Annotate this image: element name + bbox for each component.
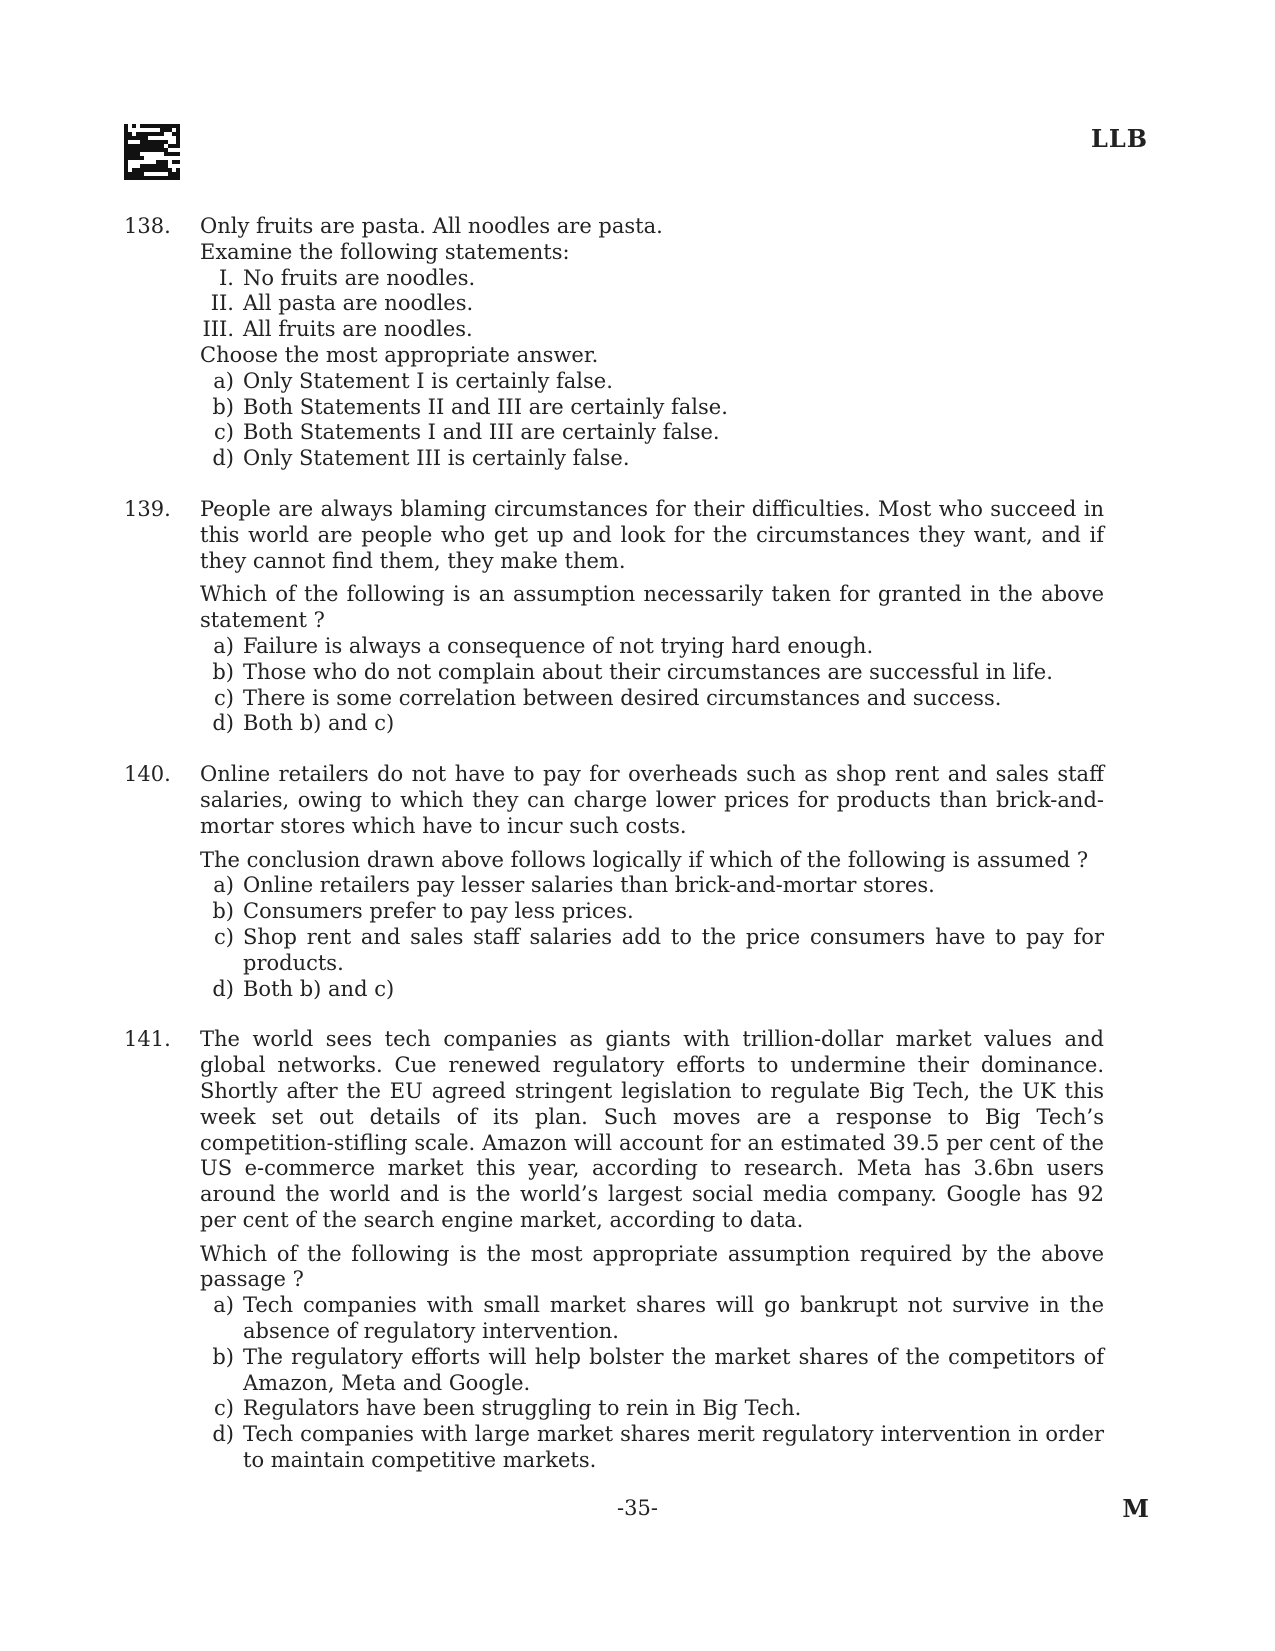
header-code: LLB xyxy=(1090,124,1148,153)
question-list xyxy=(124,214,1104,1499)
option-label: c) xyxy=(214,685,234,710)
statement-text: All fruits are noodles. xyxy=(243,317,473,342)
option-item xyxy=(200,925,1104,977)
option-item xyxy=(200,899,1104,925)
option-text: There is some correlation between desired circumstances and success. xyxy=(243,685,1002,710)
option-item xyxy=(200,977,1104,1003)
question-prompt: Which of the following is an assumption necessarily taken for granted in the above statement ? xyxy=(200,582,1104,633)
option-text: Failure is always a consequence of not trying hard enough. xyxy=(243,633,874,658)
statement-item xyxy=(200,266,1104,292)
option-text: Both b) and c) xyxy=(243,711,395,736)
option-item xyxy=(200,873,1104,899)
option-item xyxy=(200,1345,1104,1397)
option-label: b) xyxy=(212,394,234,419)
option-list xyxy=(200,634,1104,737)
question-number: 138. xyxy=(124,214,171,238)
option-label: a) xyxy=(213,633,234,658)
option-item xyxy=(200,711,1104,737)
option-text: Shop rent and sales staff salaries add to the price consumers have to pay for products. xyxy=(243,924,1104,975)
option-text: The regulatory efforts will help bolster the market shares of the competitors of Amazon, Meta and Google. xyxy=(243,1344,1104,1395)
option-list xyxy=(200,369,1104,472)
option-label: d) xyxy=(212,446,234,471)
option-label: a) xyxy=(213,1293,234,1318)
datamatrix-code xyxy=(124,124,180,180)
option-item xyxy=(200,446,1104,472)
question-stem: Online retailers do not have to pay for overheads such as shop rent and sales staff salaries, owing to which they can charge lower prices for products than brick-and-mortar stores which have to incur such costs. xyxy=(200,762,1104,838)
option-text: Both Statements II and III are certainly false. xyxy=(243,394,728,419)
question-number: 141. xyxy=(124,1027,171,1052)
question-instruction: Examine the following statements: xyxy=(200,239,570,264)
statement-text: No fruits are noodles. xyxy=(243,265,476,290)
question-prompt: The conclusion drawn above follows logically if which of the following is assumed ? xyxy=(200,847,1089,872)
option-item xyxy=(200,634,1104,660)
option-label: c) xyxy=(214,1396,234,1421)
option-text: Tech companies with large market shares merit regulatory intervention in order to maintain competitive markets. xyxy=(243,1422,1104,1473)
statement-item xyxy=(200,317,1104,343)
footer-code: M xyxy=(1122,1494,1149,1523)
question-body xyxy=(200,497,1104,737)
option-text: Online retailers pay lesser salaries than brick-and-mortar stores. xyxy=(243,873,935,898)
question-141 xyxy=(124,1027,1104,1474)
option-label: d) xyxy=(212,1422,234,1447)
statement-label: III. xyxy=(202,317,234,342)
option-label: a) xyxy=(213,368,234,393)
option-item xyxy=(200,686,1104,712)
statement-item xyxy=(200,291,1104,317)
option-label: b) xyxy=(212,1344,234,1369)
option-text: Only Statement I is certainly false. xyxy=(243,368,613,393)
question-prompt: Choose the most appropriate answer. xyxy=(200,342,599,367)
option-text: Tech companies with small market shares will go bankrupt not survive in the absence of regulatory intervention. xyxy=(243,1293,1104,1344)
option-text: Those who do not complain about their circumstances are successful in life. xyxy=(243,659,1053,684)
option-list xyxy=(200,1293,1104,1474)
option-text: Both Statements I and III are certainly false. xyxy=(243,420,720,445)
option-label: c) xyxy=(214,924,234,949)
option-text: Both b) and c) xyxy=(243,976,395,1001)
question-body xyxy=(200,214,1104,472)
option-label: b) xyxy=(212,659,234,684)
question-stem: Only fruits are pasta. All noodles are pasta. xyxy=(200,214,663,238)
option-item xyxy=(200,1293,1104,1345)
option-label: a) xyxy=(213,873,234,898)
option-label: d) xyxy=(212,976,234,1001)
statement-label: II. xyxy=(210,291,234,316)
option-label: c) xyxy=(214,420,234,445)
option-item xyxy=(200,369,1104,395)
question-body xyxy=(200,1027,1104,1474)
statement-label: I. xyxy=(219,265,234,290)
option-text: Consumers prefer to pay less prices. xyxy=(243,899,634,924)
option-text: Only Statement III is certainly false. xyxy=(243,446,630,471)
question-number: 139. xyxy=(124,496,171,521)
question-stem: People are always blaming circumstances for their difficulties. Most who succeed in this world are people who get up and look for the circumstances they want, and if they cannot find them, they make them. xyxy=(200,496,1104,573)
question-prompt: Which of the following is the most appropriate assumption required by the above passage ? xyxy=(200,1241,1104,1292)
page-number: -35- xyxy=(617,1496,658,1520)
question-139 xyxy=(124,497,1104,737)
statement-text: All pasta are noodles. xyxy=(243,291,474,316)
option-label: b) xyxy=(212,899,234,924)
option-label: d) xyxy=(212,711,234,736)
statement-list xyxy=(200,266,1104,343)
question-140 xyxy=(124,762,1104,1002)
question-stem: The world sees tech companies as giants with trillion-dollar market values and global networks. Cue renewed regulatory efforts to undermine their dominance. Shortly after the EU agreed stringent legislation to regulate Big Tech, the UK this week set out details of its plan. Such moves are a response to Big Tech’s competition-stifling scale. Amazon will account for an estimated 39.5 per cent of the US e-commerce market this year, according to research. Meta has 3.6bn users around the world and is the world’s largest social media company. Google has 92 per cent of the search engine market, according to data. xyxy=(200,1027,1104,1232)
option-list xyxy=(200,873,1104,1002)
option-text: Regulators have been struggling to rein in Big Tech. xyxy=(243,1396,802,1421)
option-item xyxy=(200,1396,1104,1422)
option-item xyxy=(200,420,1104,446)
question-138 xyxy=(124,214,1104,472)
question-body xyxy=(200,762,1104,1002)
option-item xyxy=(200,660,1104,686)
option-item xyxy=(200,395,1104,421)
question-number: 140. xyxy=(124,762,171,787)
option-item xyxy=(200,1422,1104,1474)
